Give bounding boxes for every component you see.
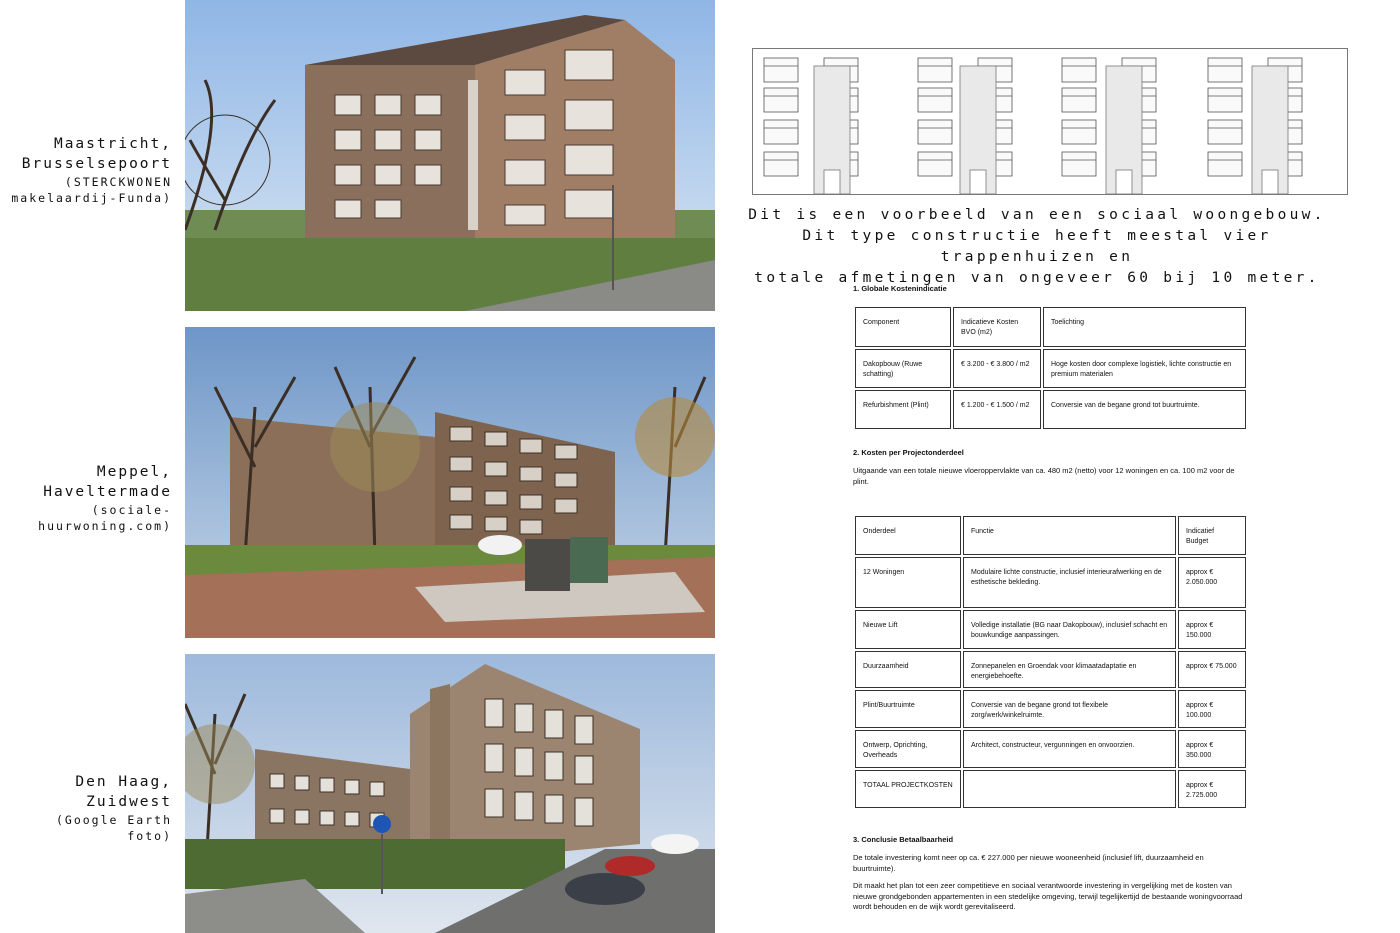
table-cell: Plint/Buurtruimte	[855, 690, 961, 728]
building-elevation-drawing	[752, 48, 1348, 195]
section-1-title: 1. Globale Kostenindicatie	[853, 284, 947, 293]
elevation-entrance-door	[970, 170, 986, 194]
caption-source: (Google Earth	[55, 813, 172, 827]
statement-line-3: totale afmetingen van ongeveer 60 bij 10 meter.	[754, 270, 1320, 286]
table-header-cell: Component	[855, 307, 951, 347]
project-costs-table	[853, 514, 1248, 810]
elevation-window	[918, 152, 952, 176]
table-row-total	[855, 770, 1246, 808]
table-cell: Ontwerp, Oprichting, Overheads	[855, 730, 961, 768]
table-header-cell: Indicatieve Kosten BVO (m2)	[953, 307, 1041, 347]
table-cell: approx € 2.050.000	[1178, 557, 1246, 608]
table-cell: Volledige installatie (BG naar Dakopbouw), inclusief schacht en bouwkundige aanpassingen.	[963, 610, 1176, 649]
caption-location-2: Brusselsepoort	[21, 156, 172, 172]
table-cell: approx € 350.000	[1178, 730, 1246, 768]
caption-meppel	[38, 462, 172, 534]
photo-maastricht	[185, 0, 715, 311]
cost-indication-table	[853, 305, 1248, 431]
table-cell: € 3.200 - € 3.800 / m2	[953, 349, 1041, 388]
caption-source-2: foto)	[127, 829, 172, 843]
section-3-title: 3. Conclusie Betaalbaarheid	[853, 835, 954, 844]
caption-location: Meppel,	[96, 464, 172, 480]
elevation-window	[764, 88, 798, 112]
table-cell: Nieuwe Lift	[855, 610, 961, 649]
caption-location: Den Haag,	[75, 774, 172, 790]
photo-den-haag	[185, 654, 715, 933]
table-cell: approx € 2.725.000	[1178, 770, 1246, 808]
table-header-cell: Onderdeel	[855, 516, 961, 555]
section-3-paragraph-2: Dit maakt het plan tot een zeer competitieve en sociaal verantwoorde investering in vergelijking met de kosten van nieuwe grondgebonden appartementen in een stedelijke omgeving, terwijl tegelijkertijd de bestaande woningvoorraad wordt behouden en de wijk wordt gerevitaliseerd.	[853, 881, 1243, 911]
caption-source-2: huurwoning.com)	[38, 519, 172, 533]
table-cell: Modulaire lichte constructie, inclusief interieurafwerking en de esthetische bekleding.	[963, 557, 1176, 608]
table-cell: Architect, constructeur, vergunningen en onvoorzien.	[963, 730, 1176, 768]
table-cell: approx € 150.000	[1178, 610, 1246, 649]
table-cell: 12 Woningen	[855, 557, 961, 608]
table-row	[855, 651, 1246, 688]
table-cell: Refurbishment (Plint)	[855, 390, 951, 429]
table-row	[855, 730, 1246, 768]
photo-meppel	[185, 327, 715, 638]
table-header-row	[855, 307, 1246, 347]
table-row	[855, 690, 1246, 728]
elevation-window	[1208, 58, 1242, 82]
table-row	[855, 349, 1246, 388]
section-3-paragraph-1: De totale investering komt neer op ca. € 227.000 per nieuwe wooneenheid (inclusief lift, duurzaamheid en buurtruimte).	[853, 853, 1204, 873]
caption-source-2: makelaardij-Funda)	[11, 191, 172, 205]
caption-location-2: Haveltermade	[43, 484, 172, 500]
table-cell: Conversie van de begane grond tot buurtruimte.	[1043, 390, 1246, 429]
table-cell: approx € 75.000	[1178, 651, 1246, 688]
table-cell: Zonnepanelen en Groendak voor klimaatadaptatie en energiebehoefte.	[963, 651, 1176, 688]
caption-source: (sociale-	[91, 503, 172, 517]
caption-source: (STERCKWONEN	[64, 175, 172, 189]
table-row	[855, 610, 1246, 649]
elevation-entrance-door	[824, 170, 840, 194]
elevation-entrance-door	[1262, 170, 1278, 194]
building-statement	[722, 205, 1352, 289]
statement-line-1: Dit is een voorbeeld van een sociaal woongebouw.	[748, 207, 1326, 223]
table-cell: approx € 100.000	[1178, 690, 1246, 728]
table-cell: Duurzaamheid	[855, 651, 961, 688]
elevation-window	[1208, 120, 1242, 144]
elevation-window	[764, 152, 798, 176]
table-header-cell: Toelichting	[1043, 307, 1246, 347]
elevation-entrance-door	[1116, 170, 1132, 194]
caption-location-2: Zuidwest	[86, 794, 172, 810]
elevation-window	[918, 88, 952, 112]
elevation-window	[1062, 120, 1096, 144]
table-cell: Hoge kosten door complexe logistiek, lichte constructie en premium materialen	[1043, 349, 1246, 388]
table-cell: TOTAAL PROJECTKOSTEN	[855, 770, 961, 808]
table-cell	[963, 770, 1176, 808]
section-2-intro: Uitgaande van een totale nieuwe vloeroppervlakte van ca. 480 m2 (netto) voor 12 woningen en ca. 100 m2 voor de plint.	[853, 466, 1235, 486]
elevation-window	[918, 58, 952, 82]
elevation-window	[1062, 58, 1096, 82]
elevation-window	[764, 58, 798, 82]
table-row	[855, 390, 1246, 429]
table-header-cell: Indicatief Budget	[1178, 516, 1246, 555]
elevation-window	[1208, 152, 1242, 176]
elevation-window	[1062, 88, 1096, 112]
table-cell: Dakopbouw (Ruwe schatting)	[855, 349, 951, 388]
elevation-window	[1062, 152, 1096, 176]
section-2-title: 2. Kosten per Projectonderdeel	[853, 448, 964, 457]
statement-line-2: Dit type constructie heeft meestal vier trappenhuizen en	[802, 228, 1272, 265]
elevation-window	[918, 120, 952, 144]
table-cell: € 1.200 - € 1.500 / m2	[953, 390, 1041, 429]
elevation-window	[1208, 88, 1242, 112]
elevation-window	[764, 120, 798, 144]
table-header-row	[855, 516, 1246, 555]
caption-location: Maastricht,	[53, 136, 172, 152]
caption-maastricht	[11, 134, 172, 206]
caption-den-haag	[56, 772, 172, 844]
table-cell: Conversie van de begane grond tot flexibele zorg/werk/winkelruimte.	[963, 690, 1176, 728]
table-row	[855, 557, 1246, 608]
table-header-cell: Functie	[963, 516, 1176, 555]
